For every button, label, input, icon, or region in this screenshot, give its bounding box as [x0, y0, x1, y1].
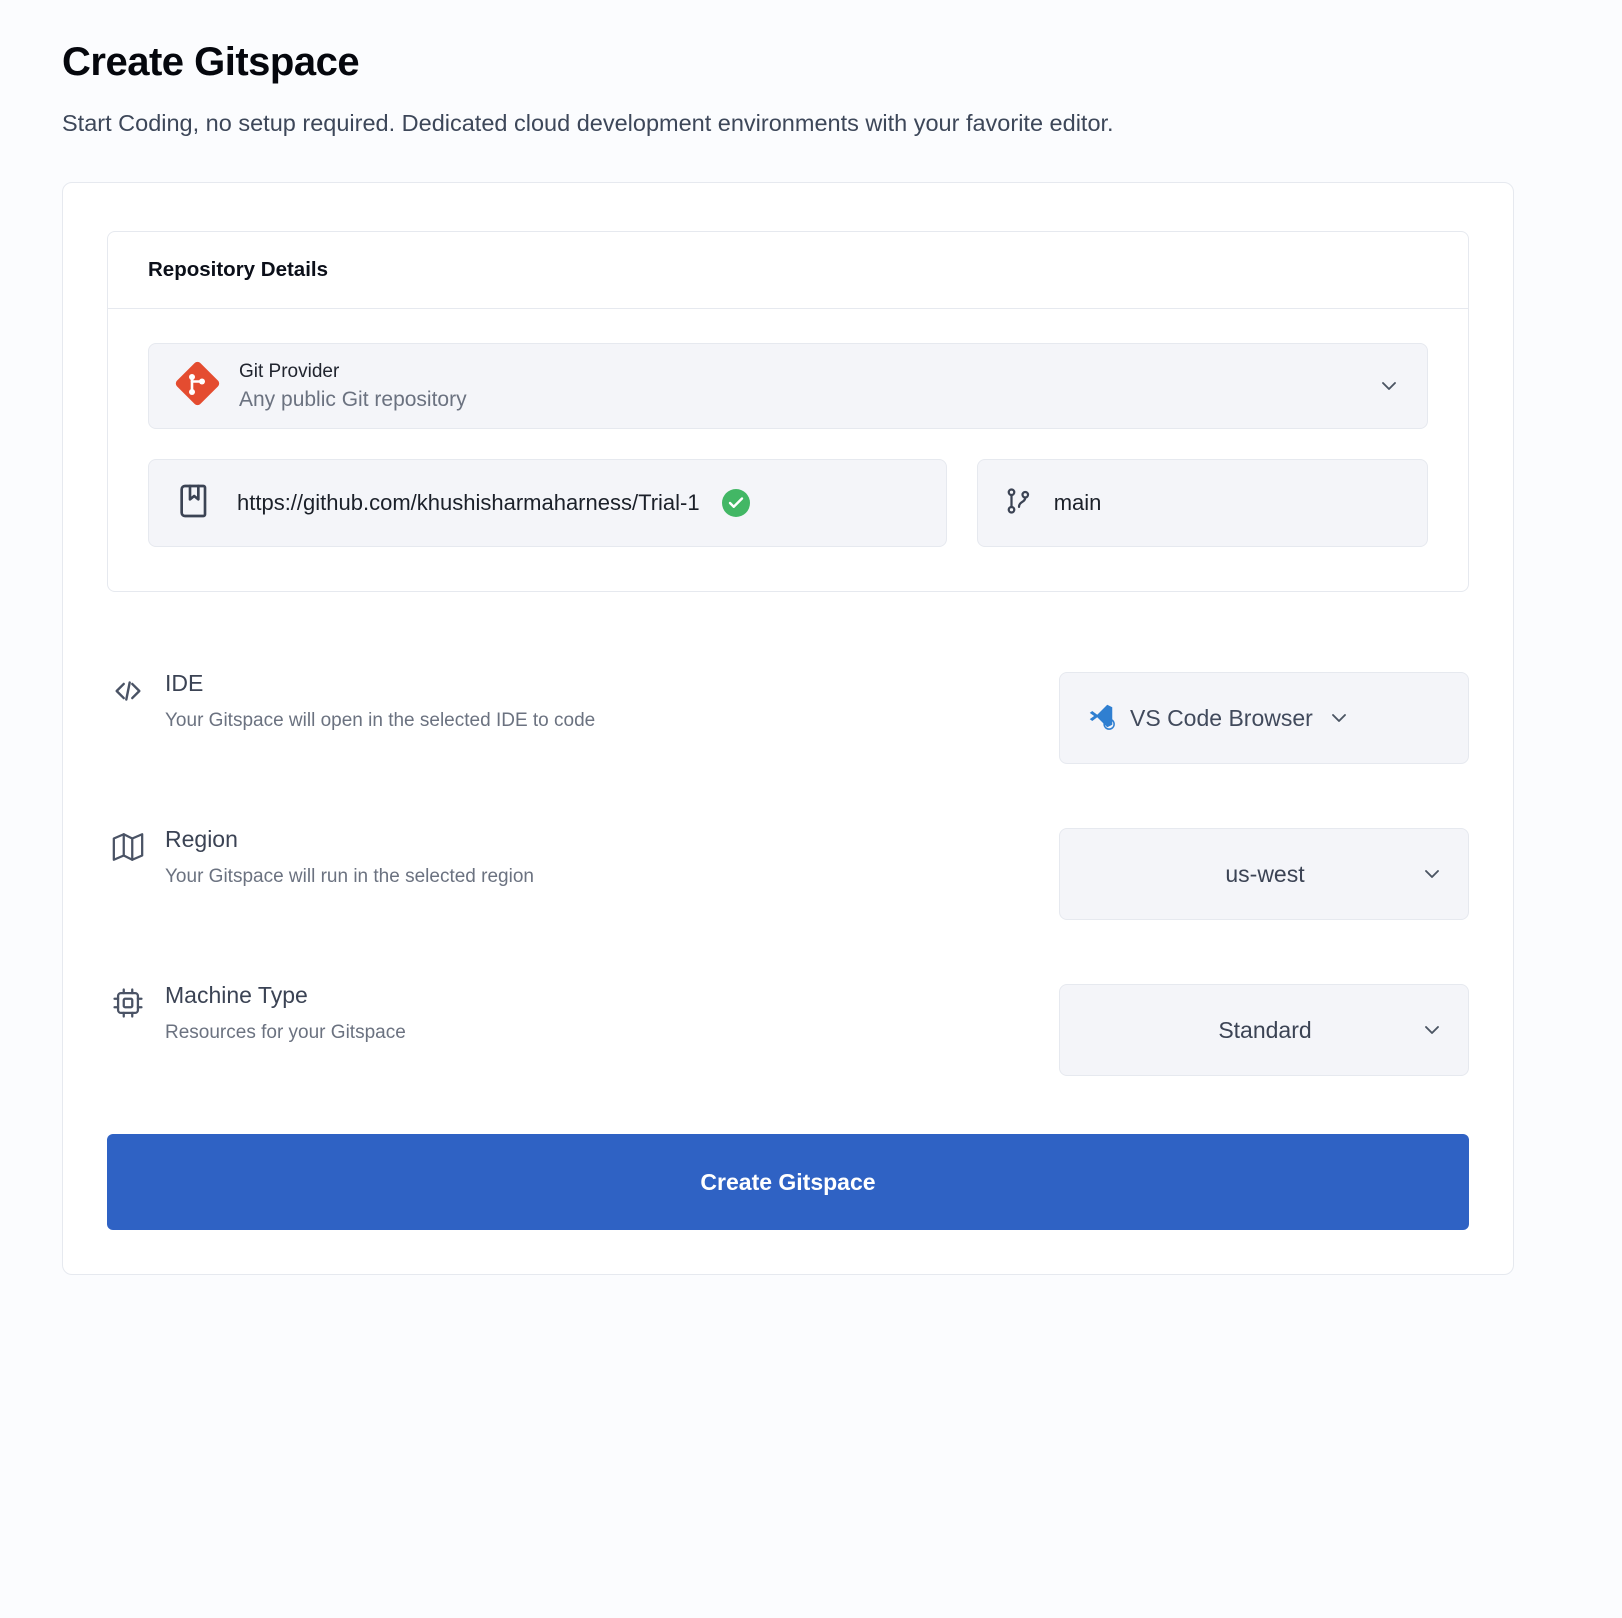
chevron-down-icon[interactable]: [1420, 1018, 1444, 1042]
branch-select[interactable]: [977, 459, 1428, 547]
option-row-region: [107, 796, 1469, 952]
option-text-region: [165, 826, 1059, 888]
branch-icon: [1004, 486, 1034, 521]
region-select-value: us-west: [1225, 860, 1305, 887]
git-icon: [175, 361, 221, 412]
valid-check-icon: [722, 489, 750, 517]
option-row-ide: [107, 640, 1469, 796]
repository-icon: [175, 481, 215, 526]
option-row-machine-type: [107, 952, 1469, 1108]
ide-select-value: VS Code Browser: [1130, 704, 1313, 731]
repository-details-card: [107, 231, 1469, 592]
option-title-machine-type: Machine Type: [165, 982, 308, 1009]
machine-type-select-value: Standard: [1218, 1016, 1312, 1043]
branch-value: main: [1053, 490, 1102, 516]
git-provider-text: [239, 361, 1359, 412]
page-subtitle: Start Coding, no setup required. Dedicated cloud development environments with your favorite editor.: [62, 110, 1114, 136]
map-icon: [111, 826, 165, 864]
options-list: [107, 640, 1469, 1108]
option-desc-machine-type: Resources for your Gitspace: [165, 1022, 406, 1044]
chevron-down-icon[interactable]: [1327, 706, 1351, 730]
option-text-ide: [165, 670, 1059, 732]
option-text-machine-type: [165, 982, 1059, 1044]
create-gitspace-panel: [62, 182, 1514, 1275]
option-desc-region: Your Gitspace will run in the selected region: [165, 866, 534, 888]
create-gitspace-button[interactable]: Create Gitspace: [107, 1134, 1469, 1230]
option-title-ide: IDE: [165, 670, 204, 697]
region-select[interactable]: [1059, 828, 1469, 920]
git-provider-select[interactable]: [148, 343, 1428, 429]
code-icon: [111, 670, 165, 708]
ide-select[interactable]: [1059, 672, 1469, 764]
machine-type-select[interactable]: [1059, 984, 1469, 1076]
vscode-icon: [1086, 701, 1116, 736]
repository-url-value: https://github.com/khushisharmaharness/Trial-1: [237, 490, 700, 516]
option-desc-ide: Your Gitspace will open in the selected IDE to code: [165, 710, 596, 732]
repository-details-body: [108, 309, 1468, 591]
option-title-region: Region: [165, 826, 238, 853]
chevron-down-icon[interactable]: [1377, 374, 1401, 398]
page-title: Create Gitspace: [62, 40, 360, 84]
git-provider-label: Git Provider: [239, 360, 340, 382]
repo-and-branch-row: [148, 459, 1428, 547]
chevron-down-icon[interactable]: [1420, 862, 1444, 886]
cpu-icon: [111, 982, 165, 1020]
repository-url-input[interactable]: [148, 459, 947, 547]
repository-details-title: Repository Details: [108, 232, 1468, 309]
git-provider-value: Any public Git repository: [239, 387, 467, 411]
